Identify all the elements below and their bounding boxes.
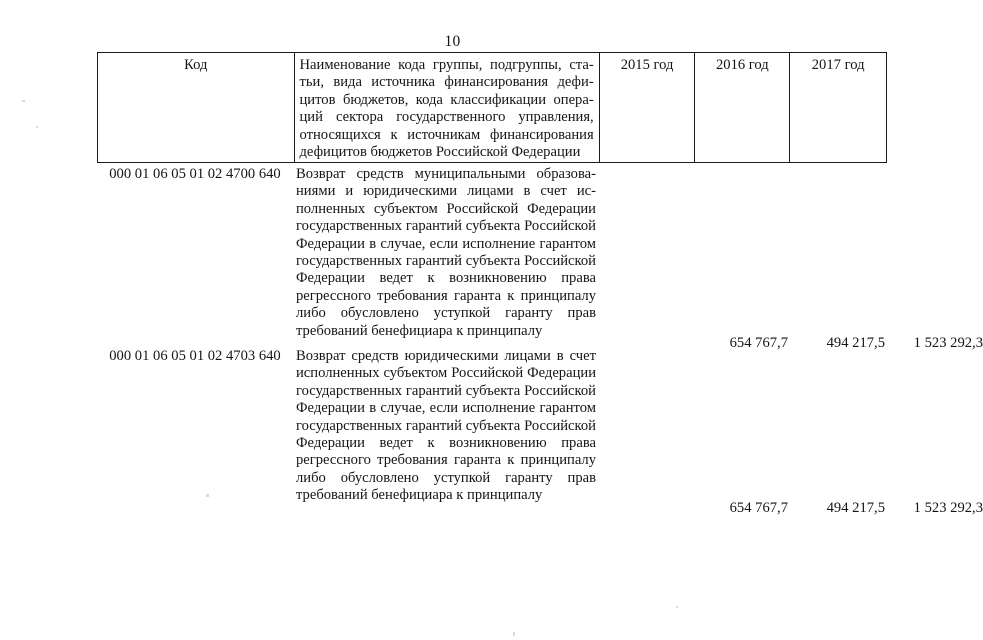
cell-year-2015: 654 767,7: [729, 500, 788, 516]
cell-name: Возврат средств муниципальными образованиями и юридическими лицами в счет исполненных субъектом Российской Федерации государственных гарантий субъекта Российской Федерации в случае, если исполнение гарантом государственных гарантий субъекта Российской Федерации ведет к возникновению права регрессного требования гаранта к принципалу либо обусловлено уступкой гаранту прав требований бенефициара к принципалу: [296, 166, 596, 339]
cell-year-2015: 654 767,7: [729, 335, 788, 351]
cell-year-2017: 1 523 292,3: [913, 335, 983, 351]
column-header-year-2016-label: 2016 год: [715, 57, 769, 73]
column-header-name-label: Наименование кода группы, подгруппы, статьи, вида источника финансирования дефицитов бюджетов, кода классификации операций сектора государственного управления, относящихся к источникам финансирования дефицитов бюджетов Российской Федерации: [299, 57, 594, 161]
scan-artifact: [676, 606, 678, 608]
column-header-code: [98, 53, 294, 162]
column-header-year-2017: [789, 53, 886, 162]
column-header-year-2015: [599, 53, 695, 162]
cell-year-2016: 494 217,5: [826, 500, 885, 516]
scan-artifact: [513, 632, 515, 636]
cell-name: Возврат средств юридическими лицами в счет исполненных субъектом Российской Федерации государственных гарантий субъекта Российской Федерации в случае, если исполнение гарантом государственных гарантий субъекта Российской Федерации ведет к возникновению права регрессного требования гаранта к принципалу либо обусловлено уступкой гаранту прав требований бенефициара к принципалу: [296, 348, 596, 504]
cell-year-2016: 494 217,5: [826, 335, 885, 351]
scan-artifact: [36, 126, 38, 128]
table-header-row: [97, 52, 887, 163]
cell-code: 000 01 06 05 01 02 4703 640: [109, 348, 281, 364]
column-header-name: [294, 53, 599, 162]
column-header-year-2017-label: 2017 год: [811, 57, 865, 73]
page-number: 10: [444, 33, 461, 50]
scan-artifact: [206, 494, 209, 497]
column-header-year-2015-label: 2015 год: [620, 57, 674, 73]
scan-artifact: [22, 100, 25, 102]
cell-year-2017: 1 523 292,3: [913, 500, 983, 516]
column-header-year-2016: [694, 53, 789, 162]
column-header-code-label: Код: [184, 57, 208, 73]
cell-code: 000 01 06 05 01 02 4700 640: [109, 166, 281, 182]
